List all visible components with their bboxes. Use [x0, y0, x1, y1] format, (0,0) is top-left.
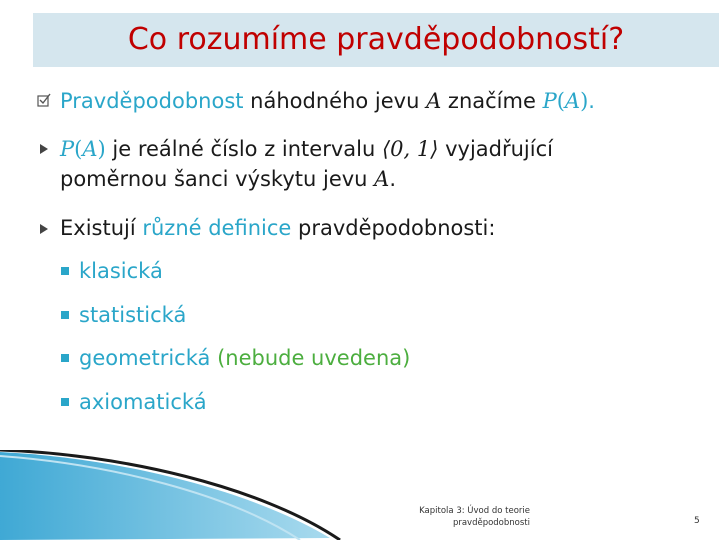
checkbox-bullet-icon [37, 93, 51, 107]
definition-statistical: statistická [79, 303, 187, 327]
bullet-3: Existují různé definice pravděpodobnosti: [60, 216, 496, 240]
square-bullet-icon [61, 398, 69, 406]
slide-title: Co rozumíme pravděpodobností? [127, 22, 625, 57]
definition-classical: klasická [79, 259, 163, 283]
square-bullet-icon [61, 311, 69, 319]
triangle-bullet-icon [37, 142, 51, 156]
decorative-swoosh [0, 450, 720, 540]
definition-note: (nebude uvedena) [210, 346, 411, 370]
notation-p-a: P(A) [60, 137, 106, 161]
term-probability: Pravděpodobnost [60, 89, 244, 113]
title-bar [33, 13, 719, 67]
bullet-1: Pravděpodobnost náhodného jevu A značíme P(A). [60, 89, 595, 113]
bullet-2: P(A) je reálné číslo z intervalu ⟨0, 1⟩ vyjadřující [60, 137, 553, 161]
square-bullet-icon [61, 354, 69, 362]
interval: ⟨0, 1⟩ [381, 137, 439, 161]
notation-p-a: P(A) [542, 89, 589, 113]
square-bullet-icon [61, 267, 69, 275]
highlight-definitions: různé definice [142, 216, 292, 240]
definition-geometric: geometrická (nebude uvedena) [79, 346, 411, 370]
triangle-bullet-icon [37, 222, 51, 236]
footer-chapter: Kapitola 3: Úvod do teorie pravděpodobnosti [419, 506, 530, 528]
bullet-2-cont: poměrnou šanci výskytu jevu A. [60, 167, 397, 191]
definition-axiomatic: axiomatická [79, 390, 207, 414]
page-number: 5 [694, 516, 700, 526]
